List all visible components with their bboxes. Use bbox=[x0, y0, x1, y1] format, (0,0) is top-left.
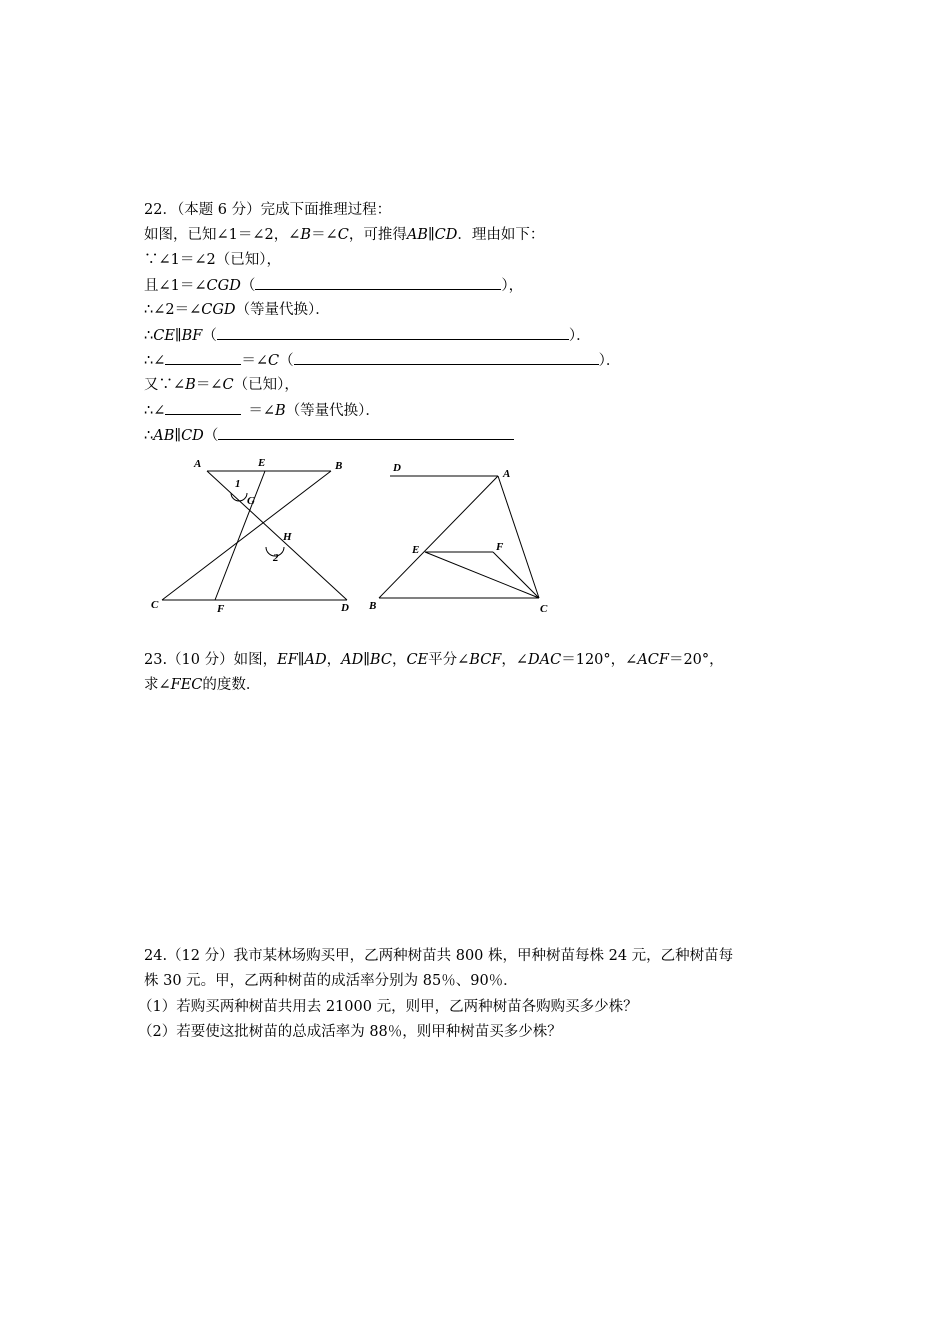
q24-part1: （1）若购买两种树苗共用去 21000 元，则甲，乙两种树苗各购购买多少株？ bbox=[138, 999, 638, 1015]
q24-line1: 24.（12 分）我市某林场购买甲，乙两种树苗共 800 株，甲种树苗每株 24 元，乙种树苗每 bbox=[144, 948, 734, 964]
label-f: F bbox=[217, 603, 225, 615]
q23-line2: 求∠FEC的度数． bbox=[144, 677, 261, 693]
label-1: 1 bbox=[235, 478, 241, 490]
answer-blank[interactable] bbox=[165, 400, 241, 415]
answer-blank[interactable] bbox=[255, 275, 501, 290]
q22-title: 22．（本题 6 分）完成下面推理过程： bbox=[144, 202, 392, 218]
label-h: H bbox=[283, 531, 292, 543]
answer-blank[interactable] bbox=[165, 350, 241, 365]
q22-step6: 又∵∠B＝∠C（已知）， bbox=[144, 377, 299, 393]
answer-blank[interactable] bbox=[218, 425, 514, 440]
label-2: 2 bbox=[273, 552, 279, 564]
q22-step8: ∴AB∥CD（ bbox=[144, 425, 514, 446]
answer-blank[interactable] bbox=[217, 325, 569, 340]
label-f: F bbox=[496, 541, 504, 553]
q22-step7: ∴∠ ＝∠B（等量代换）． bbox=[144, 400, 380, 421]
q22-intro: 如图，已知∠1＝∠2，∠B＝∠C，可推得AB∥CD．理由如下： bbox=[144, 227, 545, 243]
q22-step5: ∴∠ ＝∠C（ ）． bbox=[144, 350, 620, 371]
label-b: B bbox=[335, 460, 343, 472]
q22-step1: ∵∠1＝∠2（已知）， bbox=[144, 252, 281, 268]
line-ad bbox=[207, 471, 347, 600]
answer-blank[interactable] bbox=[294, 350, 599, 365]
line-ef bbox=[215, 471, 265, 600]
label-c: C bbox=[151, 599, 159, 611]
q22-step2: 且∠1＝∠CGD（ ）， bbox=[144, 275, 523, 296]
line-ec bbox=[425, 552, 539, 598]
line-bc bbox=[162, 471, 331, 600]
label-b: B bbox=[369, 600, 377, 612]
line-fc bbox=[493, 552, 539, 598]
q24-part2: （2）若要使这批树苗的总成活率为 88％，则甲种树苗买多少株？ bbox=[138, 1024, 562, 1040]
q24-line2: 株 30 元。甲，乙两种树苗的成活率分别为 85％、90％． bbox=[144, 973, 518, 989]
label-e: E bbox=[412, 544, 420, 556]
q22-step4: ∴CE∥BF（ ）． bbox=[144, 325, 591, 346]
label-e: E bbox=[258, 457, 266, 469]
label-c: C bbox=[540, 603, 548, 615]
q23-line1: 23.（10 分）如图，EF∥AD，AD∥BC，CE平分∠BCF，∠DAC＝120°，∠ACF＝20°， bbox=[144, 652, 724, 668]
line-ac bbox=[498, 476, 539, 598]
figure-triangle bbox=[365, 455, 565, 620]
label-d: D bbox=[393, 462, 401, 474]
label-a: A bbox=[194, 458, 202, 470]
figure-parallel-lines bbox=[140, 450, 370, 620]
label-g: G bbox=[247, 495, 255, 507]
label-a: A bbox=[503, 468, 511, 480]
angle-1-arc bbox=[231, 493, 247, 501]
label-d: D bbox=[341, 602, 349, 614]
q22-step3: ∴∠2＝∠CGD（等量代换）． bbox=[144, 302, 330, 318]
line-ab bbox=[379, 476, 498, 598]
